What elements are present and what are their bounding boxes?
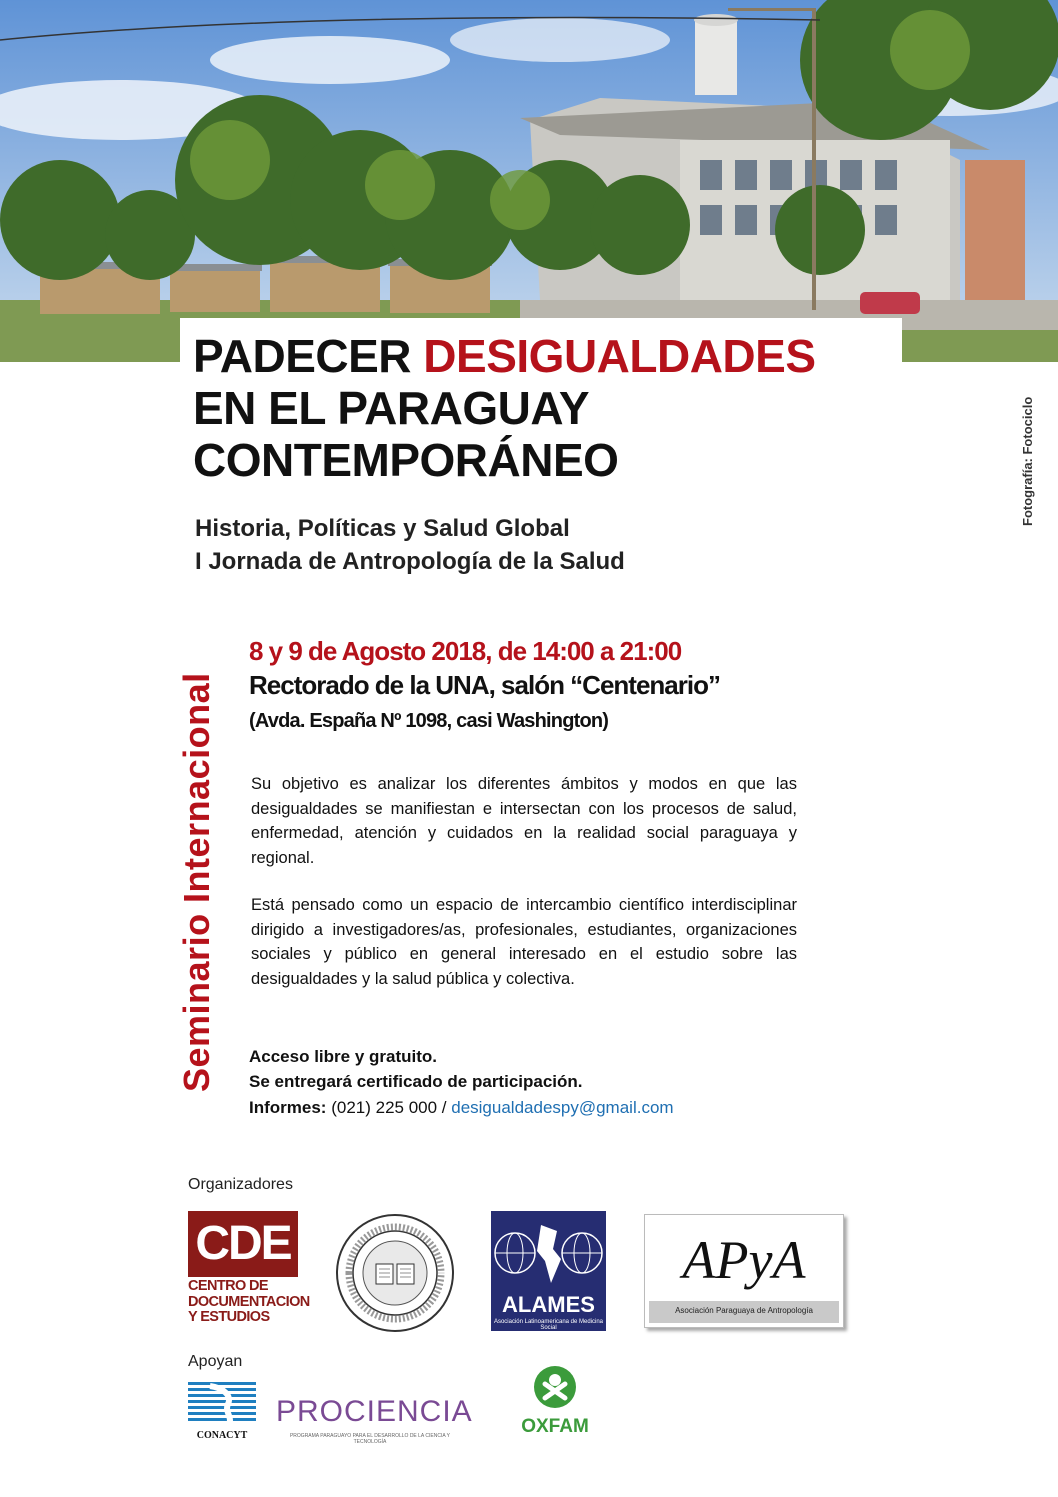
conacyt-logo-text: CONACYT xyxy=(196,1430,248,1441)
prociencia-logo xyxy=(276,1395,473,1445)
contact-label: Informes: xyxy=(249,1098,327,1117)
free-access-note: Acceso libre y gratuito. xyxy=(249,1047,437,1066)
event-date: 8 y 9 de Agosto 2018, de 14:00 a 21:00 xyxy=(249,636,682,666)
event-title xyxy=(193,330,913,486)
title-line-1-accent: DESIGUALDADES xyxy=(423,330,816,382)
description-paragraph-1: Su objetivo es analizar los diferentes ámbitos y modos en que las desigualdades se manifiestan e intersectan con los procesos de salud, enfermedad, atención y cuidados en la realidad social paraguaya y regional. xyxy=(251,775,797,867)
alames-globe-icon xyxy=(491,1211,606,1291)
subtitle-line-1: Historia, Políticas y Salud Global xyxy=(195,515,570,542)
title-line-1 xyxy=(193,330,816,382)
cde-logo-mark: CDE xyxy=(188,1211,298,1277)
alames-logo-text: ALAMES xyxy=(502,1292,595,1317)
apya-logo xyxy=(644,1214,844,1328)
supporters-label: Apoyan xyxy=(188,1353,243,1370)
title-line-1-plain: PADECER xyxy=(193,330,424,382)
organizers-label: Organizadores xyxy=(188,1176,293,1193)
cde-logo-text xyxy=(188,1278,310,1326)
subtitle-line-2: I Jornada de Antropología de la Salud xyxy=(195,548,625,575)
contact-email-link[interactable]: desigualdadespy@gmail.com xyxy=(451,1098,674,1117)
cde-logo xyxy=(188,1211,310,1333)
title-line-3: CONTEMPORÁNEO xyxy=(193,434,619,486)
cde-logo-line-2: DOCUMENTACION xyxy=(188,1293,310,1310)
alames-logo-subtext: Asociación Latinoamericana de Medicina Social xyxy=(493,1319,604,1331)
apya-logo-subtext: Asociación Paraguaya de Antropología xyxy=(675,1306,813,1315)
photo-credit: Fotografía: Fotociclo xyxy=(1020,396,1035,526)
prociencia-logo-subtext: PROGRAMA PARAGUAYO PARA EL DESARROLLO DE LA CIENCIA Y TECNOLOGÍA xyxy=(289,1433,451,1445)
event-venue: Rectorado de la UNA, salón “Centenario” xyxy=(249,670,720,700)
oxfam-icon xyxy=(532,1364,578,1410)
una-seal-logo xyxy=(334,1212,456,1334)
cde-logo-line-3: Y ESTUDIOS xyxy=(188,1309,270,1325)
apya-logo-text: APyA xyxy=(682,1230,806,1290)
description-paragraph-2: Está pensado como un espacio de intercambio científico interdisciplinar dirigido a investigadores/as, profesionales, estudiantes, organizaciones sociales y público en general interesado en el estudio sobre las desigualdades y la salud pública y colectiva. xyxy=(251,896,797,988)
alames-logo xyxy=(491,1211,606,1331)
event-address: (Avda. España Nº 1098, casi Washington) xyxy=(249,710,609,732)
contact-info xyxy=(249,1095,674,1120)
title-line-2: EN EL PARAGUAY xyxy=(193,382,590,434)
oxfam-logo-text: OXFAM xyxy=(521,1416,589,1437)
contact-phone: (021) 225 000 / xyxy=(331,1098,447,1117)
conacyt-stripes-icon xyxy=(188,1382,256,1428)
cde-logo-line-1: CENTRO DE xyxy=(188,1278,268,1294)
oxfam-logo xyxy=(510,1364,600,1444)
una-seal-icon xyxy=(334,1212,456,1334)
certificate-note: Se entregará certificado de participación. xyxy=(249,1072,583,1091)
prociencia-logo-text: PROCIENCIA xyxy=(276,1395,473,1428)
seminar-label: Seminario Internacional xyxy=(176,672,217,1093)
event-subtitle xyxy=(195,512,815,578)
hero-photo-illustration xyxy=(0,0,1058,362)
conacyt-logo xyxy=(188,1382,256,1442)
hero-photo xyxy=(0,0,1058,362)
